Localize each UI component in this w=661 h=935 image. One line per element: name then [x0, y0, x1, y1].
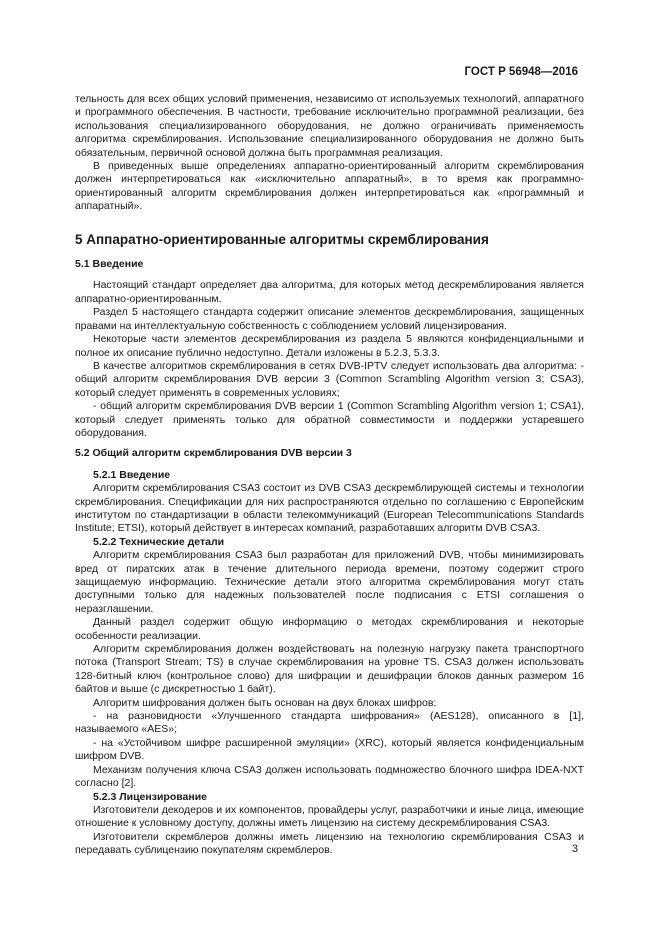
list-item: - общий алгоритм скремблирования DVB версии 1 (Common Scrambling Algorithm version 1; CSA1), который следует применять только для обратной совместимости и поддержки устаревшего оборудования. — [75, 400, 584, 439]
paragraph: Алгоритм скремблирования CSA3 был разработан для приложений DVB, чтобы минимизировать вред от пиратских атак в течение длительного периода времени, поэтому содержит строго защищаемую информацию. Технические детали этого алгоритма скремблирования могут стать доступными только для надежных пользователей после подписания с ETSI соглашения о неразглашении. — [75, 549, 584, 615]
section-5-1-heading: 5.1 Введение — [75, 258, 144, 271]
paragraph: Алгоритм шифрования должен быть основан на двух блоках шифров: — [93, 696, 437, 709]
paragraph: Алгоритм скремблирования CSA3 состоит из DVB CSA3 дескремблирующей системы и технологии скремблирования. Спецификации для них распространяются отдельно по соглашению с Европейским институтом по стандартизации в области телекоммуникаций (European Telecommunications Standards Institute; ETSI), который действует в интересах компаний, разработавших алгоритм DVB CSA3. — [75, 482, 584, 535]
paragraph: Изготовители декодеров и их компонентов, провайдеры услуг, разработчики и иные лица, имеющие отношение к условному доступу, должны иметь лицензию на систему дескремблирования CSA3. — [75, 803, 584, 830]
page-number: 3 — [571, 843, 578, 855]
section-5-2-3-heading: 5.2.3 Лицензирование — [93, 790, 208, 803]
list-item: - на разновидности «Улучшенного стандарта шифрования» (AES128), описанного в [1], называемого «AES»; — [75, 710, 584, 736]
paragraph: Настоящий стандарт определяет два алгоритма, для которых метод дескремблирования является аппаратно-ориентированным. — [75, 279, 584, 305]
paragraph-definitions-note: В приведенных выше определениях аппаратно-ориентированный алгоритм скремблирования должен интерпретироваться как «исключительно аппаратный», в то время как программно-ориентированный алгоритм скремблирования должен интерпретироваться как «программный и аппаратный». — [75, 160, 584, 213]
section-5-2-2-heading: 5.2.2 Технические детали — [93, 535, 225, 548]
paragraph-continuation: тельность для всех общих условий применения, независимо от используемых технологий, аппаратного и программного обеспечения. В частности, требование исключительно программной реализации, без использования специализированного оборудования, не должно ограничивать применяемость алгоритма скремблирования. Использование специализированного оборудования не должно быть обязательным, первичной основой должна быть программная реализация. — [75, 93, 584, 159]
paragraph: Некоторые части элементов дескремблирования из раздела 5 являются конфиденциальными и полное их описание публично недоступно. Детали изложены в 5.2.3, 5.3.3. — [75, 333, 584, 359]
section-5-2-1-heading: 5.2.1 Введение — [93, 468, 171, 481]
document-body — [75, 93, 584, 858]
standard-number: ГОСТ Р 56948—2016 — [464, 66, 578, 78]
paragraph: Раздел 5 настоящего стандарта содержит описание элементов дескремблирования, защищенных правами на интеллектуальную собственность с соблюдением условий лицензирования. — [75, 306, 584, 332]
section-5-heading: 5 Аппаратно-ориентированные алгоритмы скремблирования — [75, 231, 489, 247]
paragraph: Данный раздел содержит общую информацию о методах скремблирования и некоторые особенности реализации. — [75, 616, 584, 642]
paragraph: Алгоритм скремблирования должен воздействовать на полезную нагрузку пакета транспортного потока (Transport Stream; TS) в случае скремблирования на уровне TS. CSA3 должен использовать 128-битный ключ (контрольное слово) для шифрации и дешифрации блоков данных размером 16 байтов и выше (с дискретностью 1 байт). — [75, 643, 584, 696]
paragraph: В качестве алгоритмов скремблирования в сетях DVB-IPTV следует использовать два алгоритма: - общий алгоритм скремблирования DVB версии 3 (Common Scrambling Algorithm version 3; CSA3), который следует применять в современных условиях; — [75, 359, 584, 399]
paragraph: Изготовители скремблеров должны иметь лицензию на технологию скремблирования CSA3 и передавать сублицензию покупателям скремблеров. — [75, 830, 584, 857]
list-item: - на «Устойчивом шифре расширенной эмуляции» (XRC), который является конфиденциальным шифром DVB. — [75, 736, 584, 763]
section-5-2-heading: 5.2 Общий алгоритм скремблирования DVB версии 3 — [75, 447, 352, 460]
paragraph: Механизм получения ключа CSA3 должен использовать подмножество блочного шифра IDEA-NXT согласно [2]. — [75, 763, 584, 790]
